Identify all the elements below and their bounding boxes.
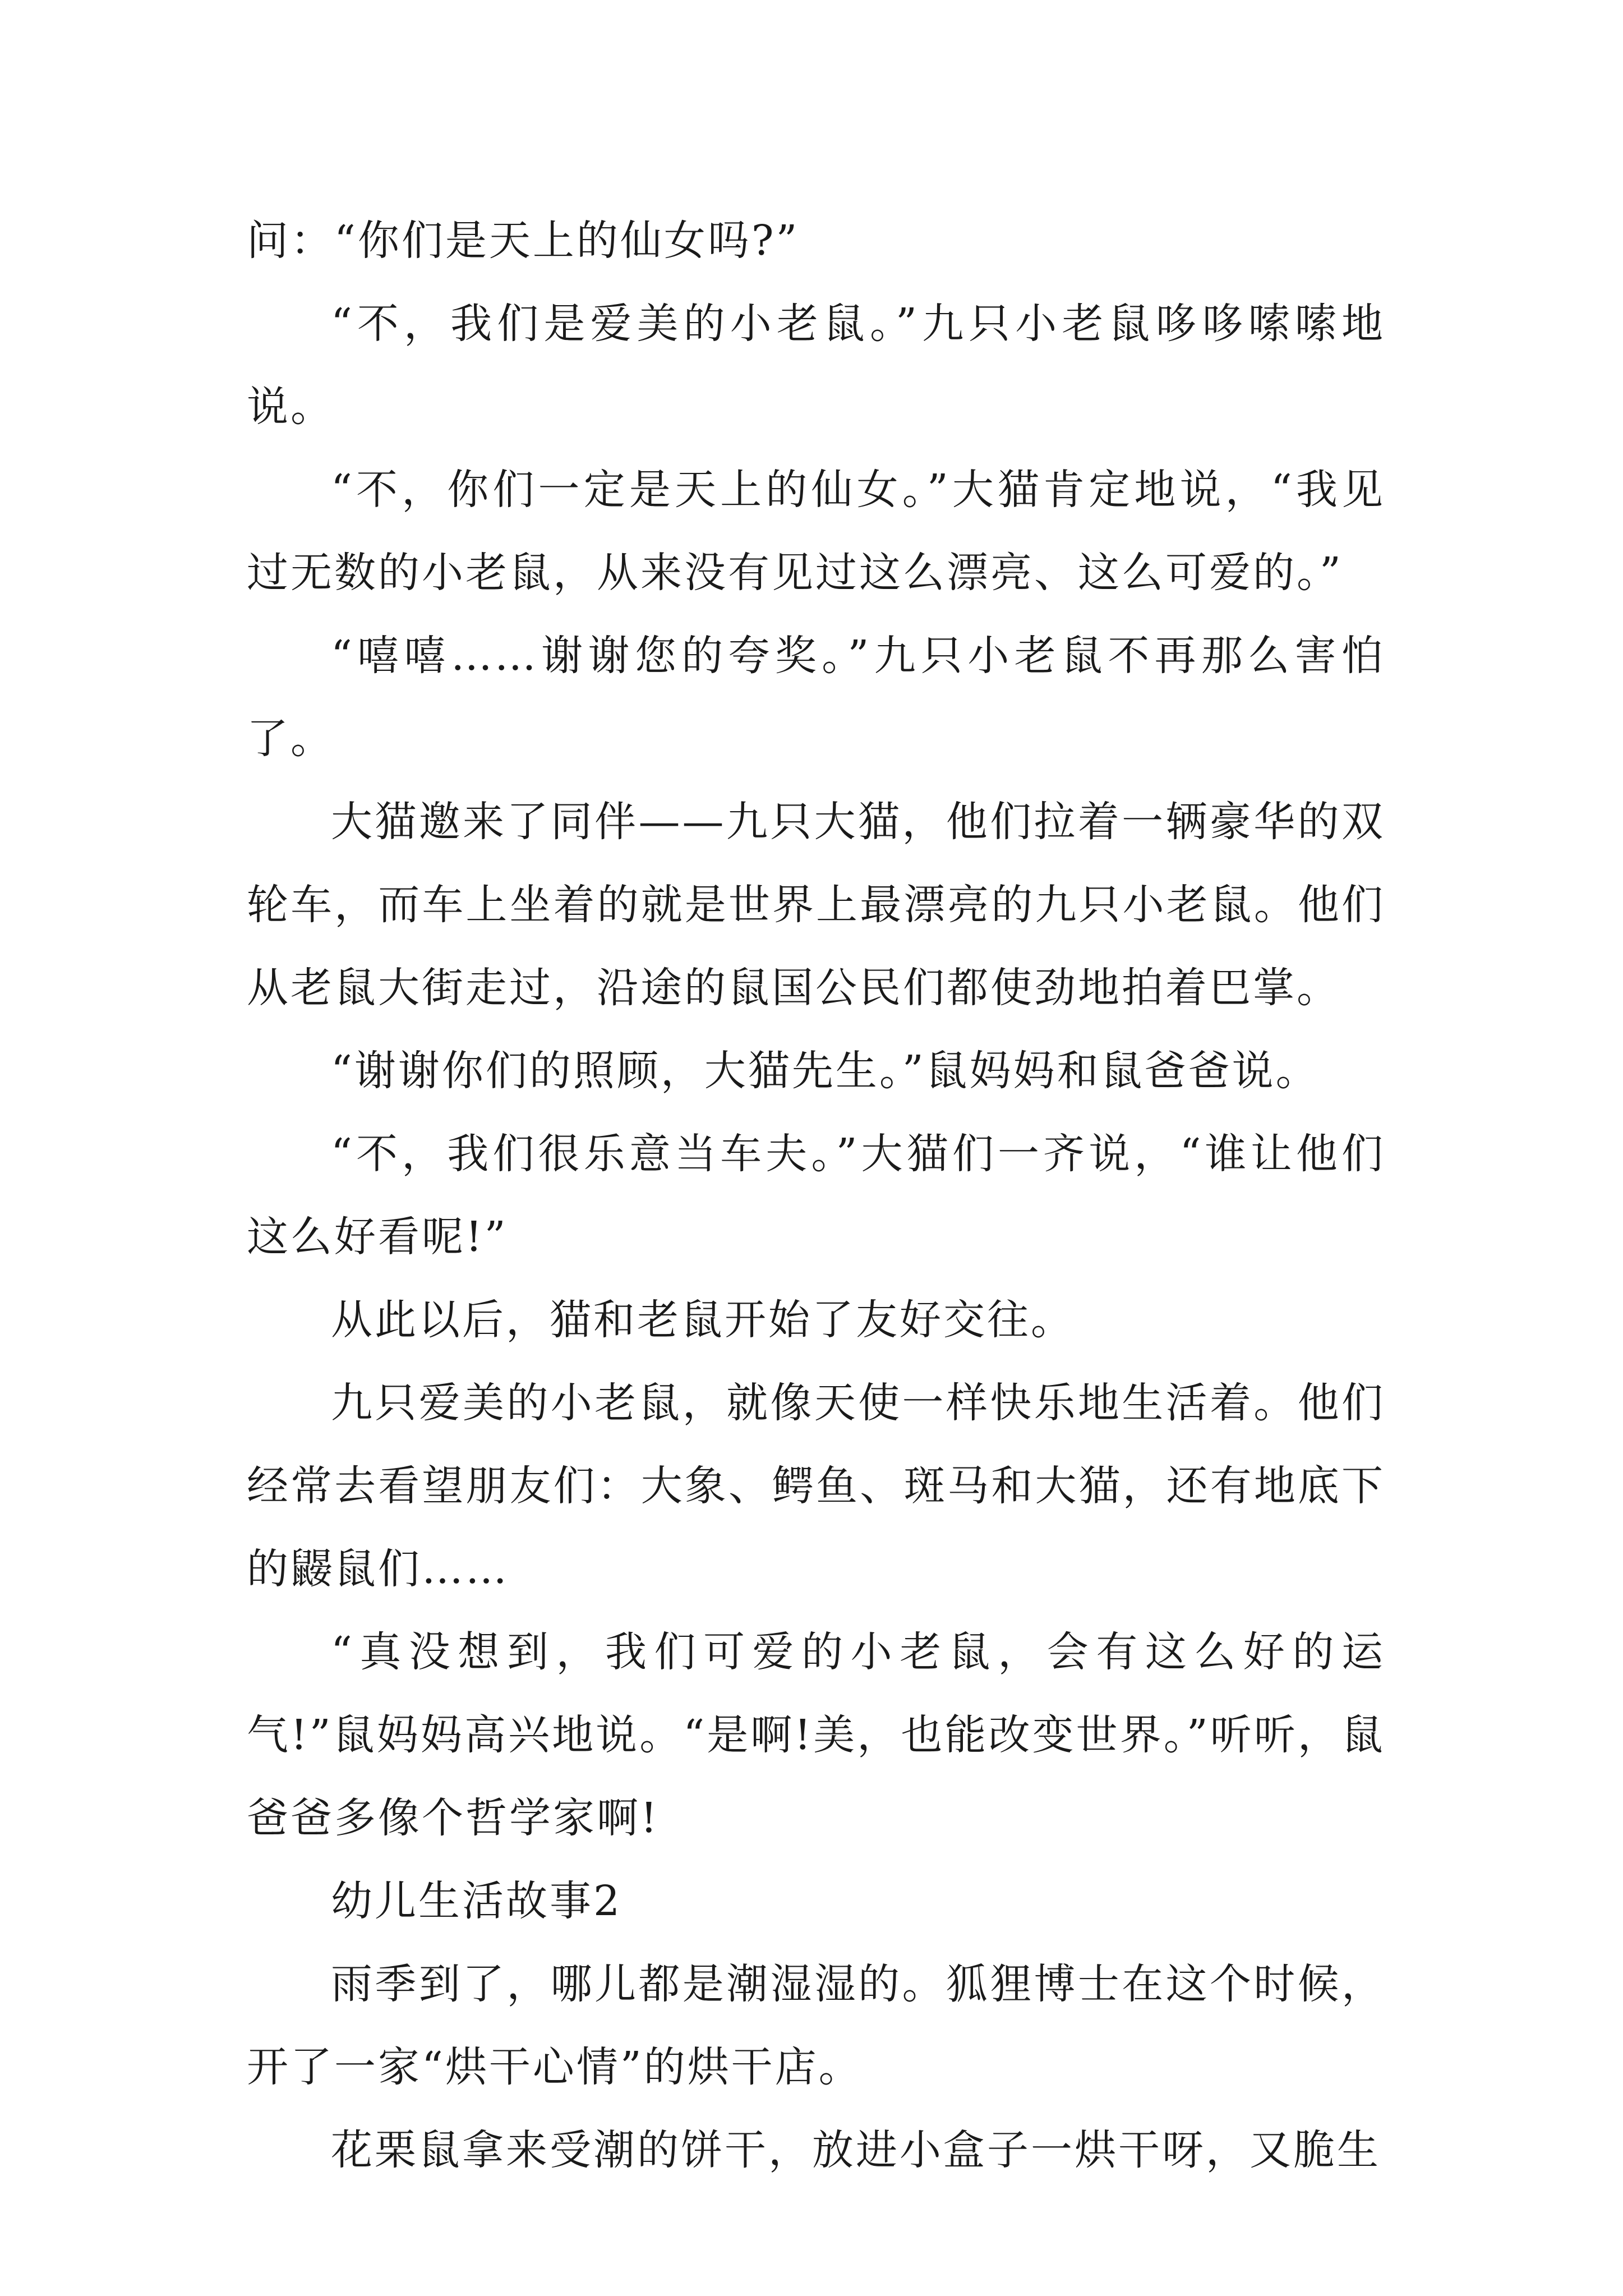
paragraph: 从此以后，猫和老鼠开始了友好交往。 — [331, 1296, 1075, 1344]
paragraph: “不，我们是爱美的小老鼠。”九只小老鼠哆哆嗦嗦地说。 — [247, 300, 1385, 431]
paragraph: 问：“你们是天上的仙女吗?” — [247, 217, 800, 265]
document-body — [247, 199, 1385, 2192]
paragraph: “不，我们很乐意当车夫。”大猫们一齐说，“谁让他们这么好看呢!” — [247, 1130, 1385, 1261]
section-heading: 幼儿生活故事2 — [331, 1877, 623, 1925]
paragraph: 花栗鼠拿来受潮的饼干，放进小盒子一烘干呀，又脆生 — [331, 2126, 1381, 2174]
paragraph: “谢谢你们的照顾，大猫先生。”鼠妈妈和鼠爸爸说。 — [331, 1047, 1320, 1095]
paragraph: 九只爱美的小老鼠，就像天使一样快乐地生活着。他们经常去看望朋友们：大象、鳄鱼、斑马和大猫，还有地底下的鼹鼠们…… — [247, 1379, 1385, 1593]
paragraph: 大猫邀来了同伴——九只大猫，他们拉着一辆豪华的双轮车，而车上坐着的就是世界上最漂亮的九只小老鼠。他们从老鼠大街走过，沿途的鼠国公民们都使劲地拍着巴掌。 — [247, 798, 1385, 1012]
paragraph: “嘻嘻……谢谢您的夸奖。”九只小老鼠不再那么害怕了。 — [247, 632, 1385, 763]
paragraph: 雨季到了，哪儿都是潮湿湿的。狐狸博士在这个时候，开了一家“烘干心情”的烘干店。 — [247, 1960, 1385, 2091]
paragraph: “不，你们一定是天上的仙女。”大猫肯定地说，“我见过无数的小老鼠，从来没有见过这么漂亮、这么可爱的。” — [247, 466, 1385, 597]
paragraph: “真没想到，我们可爱的小老鼠，会有这么好的运气!”鼠妈妈高兴地说。“是啊!美，也能改变世界。”听听，鼠爸爸多像个哲学家啊! — [247, 1628, 1385, 1842]
